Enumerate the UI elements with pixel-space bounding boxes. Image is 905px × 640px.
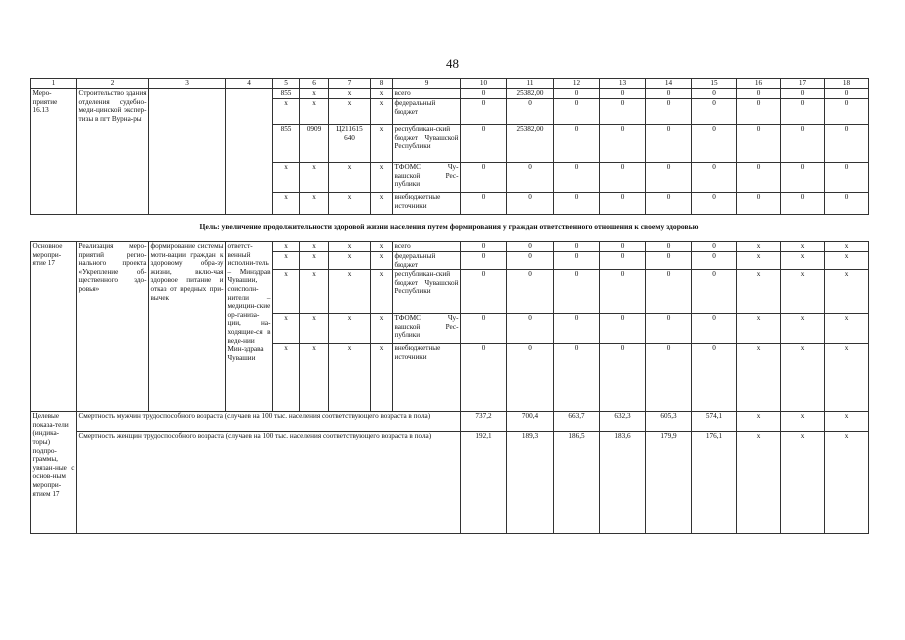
value-cell: 0 — [692, 89, 737, 99]
value-cell: 0 — [781, 163, 825, 193]
column-number: 7 — [329, 79, 371, 89]
value-cell: 0 — [781, 125, 825, 163]
section-code: x — [300, 242, 329, 252]
value-cell: 0 — [461, 125, 507, 163]
value-cell: x — [737, 314, 781, 344]
value-cell: x — [737, 242, 781, 252]
column-number: 15 — [692, 79, 737, 89]
value-cell: 0 — [554, 89, 600, 99]
value-cell: 0 — [692, 125, 737, 163]
indicator-value: x — [737, 412, 781, 432]
value-cell: 0 — [692, 344, 737, 412]
value-cell: 0 — [646, 125, 692, 163]
indicator-value: x — [825, 432, 869, 534]
responsible-executor: ответст-венный исполни-тель – Минздрав Чувашии, соисполн-нители – медицин-ские ор-ганиза-ции, на-ходящие-ся в веде-нии Мин-здрава Чувашии — [226, 242, 273, 412]
target-code: Ц211615 640 — [329, 125, 371, 163]
funding-source: внебюджетные источники — [393, 344, 461, 412]
indicator-name: Смертность женщин трудоспособного возраста (случаев на 100 тыс. населения соответствующего возраста в пола) — [77, 432, 461, 534]
value-cell: 0 — [825, 193, 869, 215]
value-cell: 0 — [646, 89, 692, 99]
value-cell: 0 — [461, 344, 507, 412]
indicator-value: 192,1 — [461, 432, 507, 534]
value-cell: 0 — [646, 344, 692, 412]
value-cell: 0 — [554, 125, 600, 163]
funding-source: республикан-ский бюджет Чувашской Республики — [393, 270, 461, 314]
value-cell: 0 — [825, 89, 869, 99]
section-code: x — [300, 270, 329, 314]
section-code: x — [300, 314, 329, 344]
value-cell: 0 — [507, 242, 554, 252]
indicator-name: Смертность мужчин трудоспособного возраста (случаев на 100 тыс. населения соответствующего возраста в пола) — [77, 412, 461, 432]
value-cell: 25382,00 — [507, 89, 554, 99]
value-cell: 0 — [461, 89, 507, 99]
value-cell: 0 — [461, 163, 507, 193]
column-number: 17 — [781, 79, 825, 89]
funding-source: республикан-ский бюджет Чувашской Республики — [393, 125, 461, 163]
value-cell: 0 — [646, 99, 692, 125]
grbs-code: 855 — [273, 125, 300, 163]
section-code: x — [300, 252, 329, 270]
value-cell: x — [737, 270, 781, 314]
value-cell: 0 — [781, 99, 825, 125]
activity-name: Реализация меро-приятий регио-нального проекта «Укрепление об-щественного здо-ровья» — [77, 242, 149, 412]
indicator-value: 632,3 — [600, 412, 646, 432]
indicator-value: 737,2 — [461, 412, 507, 432]
value-cell: 0 — [600, 163, 646, 193]
page-number: 48 — [446, 56, 459, 71]
value-cell: 0 — [507, 99, 554, 125]
value-cell: x — [737, 344, 781, 412]
value-cell: x — [737, 252, 781, 270]
funding-source: внебюджетные источники — [393, 193, 461, 215]
column-number: 9 — [393, 79, 461, 89]
value-cell: 0 — [825, 125, 869, 163]
grbs-code: x — [273, 314, 300, 344]
section-code: x — [300, 99, 329, 125]
target-code: x — [329, 252, 371, 270]
value-cell: 0 — [646, 252, 692, 270]
value-cell: 0 — [507, 344, 554, 412]
grbs-code: x — [273, 252, 300, 270]
grbs-code: x — [273, 99, 300, 125]
indicator-value: x — [825, 412, 869, 432]
value-cell: x — [825, 252, 869, 270]
value-cell: 0 — [507, 193, 554, 215]
value-cell: 0 — [461, 270, 507, 314]
indicator-row — [31, 412, 869, 432]
funding-source: ТФОМС Чу-вашской Рес-публики — [393, 314, 461, 344]
activity-label: Меро-приятие 16.13 — [31, 89, 77, 215]
responsible-cell — [149, 89, 226, 215]
indicator-value: 186,5 — [554, 432, 600, 534]
value-cell: 0 — [825, 99, 869, 125]
indicator-value: x — [781, 412, 825, 432]
section-code: x — [300, 89, 329, 99]
value-cell: 0 — [461, 252, 507, 270]
value-cell: 0 — [600, 314, 646, 344]
expense-type: x — [371, 89, 393, 99]
value-cell: x — [825, 242, 869, 252]
indicator-value: 663,7 — [554, 412, 600, 432]
value-cell: 0 — [737, 125, 781, 163]
value-cell: 0 — [646, 242, 692, 252]
value-cell: 0 — [781, 89, 825, 99]
value-cell: 0 — [600, 252, 646, 270]
value-cell: 0 — [507, 163, 554, 193]
value-cell: 0 — [737, 193, 781, 215]
value-cell: 0 — [737, 99, 781, 125]
indicator-value: 176,1 — [692, 432, 737, 534]
value-cell: 0 — [461, 99, 507, 125]
budget-table-activity-16-13 — [30, 78, 869, 215]
column-number: 10 — [461, 79, 507, 89]
target-code: x — [329, 193, 371, 215]
indicator-value: x — [781, 432, 825, 534]
funding-source: ТФОМС Чу-вашской Рес-публики — [393, 163, 461, 193]
grbs-code: 855 — [273, 89, 300, 99]
grbs-code: x — [273, 344, 300, 412]
value-cell: 0 — [554, 99, 600, 125]
value-cell: x — [825, 344, 869, 412]
value-cell: 0 — [692, 163, 737, 193]
value-cell: 0 — [825, 163, 869, 193]
activity-description: формирование системы моти-вации граждан к здоровому обра-зу жизни, вклю-чая здоровое питание и отказ от вредных при-вычек — [149, 242, 226, 412]
value-cell: 0 — [692, 314, 737, 344]
value-cell: 0 — [646, 270, 692, 314]
value-cell: 0 — [646, 163, 692, 193]
value-cell: 0 — [554, 193, 600, 215]
grbs-code: x — [273, 270, 300, 314]
target-code: x — [329, 270, 371, 314]
expense-type: x — [371, 163, 393, 193]
value-cell: 0 — [646, 193, 692, 215]
target-code: x — [329, 242, 371, 252]
value-cell: 0 — [600, 193, 646, 215]
value-cell: 0 — [554, 270, 600, 314]
column-number: 18 — [825, 79, 869, 89]
expense-type: x — [371, 270, 393, 314]
value-cell: 25382,00 — [507, 125, 554, 163]
value-cell: 0 — [507, 252, 554, 270]
funding-source: федеральный бюджет — [393, 99, 461, 125]
value-cell: 0 — [554, 314, 600, 344]
table-row — [31, 242, 869, 252]
column-number: 16 — [737, 79, 781, 89]
value-cell: 0 — [600, 344, 646, 412]
value-cell: 0 — [737, 163, 781, 193]
value-cell: 0 — [461, 314, 507, 344]
value-cell: 0 — [461, 242, 507, 252]
column-number: 5 — [273, 79, 300, 89]
value-cell: 0 — [461, 193, 507, 215]
column-number: 12 — [554, 79, 600, 89]
value-cell: x — [825, 270, 869, 314]
budget-table-activity-17 — [30, 241, 869, 534]
value-cell: 0 — [600, 89, 646, 99]
target-code: x — [329, 344, 371, 412]
grbs-code: x — [273, 163, 300, 193]
target-code: x — [329, 99, 371, 125]
expense-type: x — [371, 193, 393, 215]
expense-type: x — [371, 252, 393, 270]
funding-source: федеральный бюджет — [393, 252, 461, 270]
indicator-value: 605,3 — [646, 412, 692, 432]
value-cell: 0 — [600, 125, 646, 163]
value-cell: 0 — [600, 270, 646, 314]
expense-type: x — [371, 242, 393, 252]
value-cell: x — [781, 344, 825, 412]
value-cell: 0 — [692, 242, 737, 252]
column-number: 11 — [507, 79, 554, 89]
value-cell: 0 — [554, 163, 600, 193]
grbs-code: x — [273, 193, 300, 215]
indicator-value: 700,4 — [507, 412, 554, 432]
activity-name: Строительство здания отделения судебно-меди-цинской экспер-тизы в пгт Вурна-ры — [77, 89, 149, 215]
value-cell: 0 — [554, 344, 600, 412]
goal-heading: Цель: увеличение продолжительности здоровой жизни населения путем формирования у граждан ответственного отношения к своему здоровью — [199, 222, 699, 231]
value-cell: x — [781, 242, 825, 252]
expense-type: x — [371, 314, 393, 344]
section-code: 0909 — [300, 125, 329, 163]
value-cell: 0 — [507, 270, 554, 314]
value-cell: x — [825, 314, 869, 344]
value-cell: 0 — [646, 314, 692, 344]
value-cell: 0 — [600, 242, 646, 252]
indicator-value: 574,1 — [692, 412, 737, 432]
expense-type: x — [371, 99, 393, 125]
value-cell: 0 — [600, 99, 646, 125]
value-cell: x — [781, 314, 825, 344]
column-number: 6 — [300, 79, 329, 89]
indicator-value: 189,3 — [507, 432, 554, 534]
value-cell: 0 — [507, 314, 554, 344]
column-number: 14 — [646, 79, 692, 89]
value-cell: 0 — [737, 89, 781, 99]
column-number: 8 — [371, 79, 393, 89]
value-cell: x — [781, 270, 825, 314]
value-cell: 0 — [692, 252, 737, 270]
indicator-row — [31, 432, 869, 534]
column-number: 3 — [149, 79, 226, 89]
target-code: x — [329, 163, 371, 193]
grbs-code: x — [273, 242, 300, 252]
value-cell: 0 — [692, 99, 737, 125]
column-number: 13 — [600, 79, 646, 89]
indicator-value: 179,9 — [646, 432, 692, 534]
section-code: x — [300, 193, 329, 215]
value-cell: 0 — [554, 252, 600, 270]
value-cell: 0 — [692, 193, 737, 215]
value-cell: 0 — [554, 242, 600, 252]
funding-source: всего — [393, 89, 461, 99]
table-row — [31, 89, 869, 99]
expense-type: x — [371, 344, 393, 412]
funding-source: всего — [393, 242, 461, 252]
indicator-value: x — [737, 432, 781, 534]
value-cell: 0 — [692, 270, 737, 314]
section-code: x — [300, 163, 329, 193]
section-code: x — [300, 344, 329, 412]
column-number: 1 — [31, 79, 77, 89]
value-cell: 0 — [781, 193, 825, 215]
target-code: x — [329, 314, 371, 344]
expense-type: x — [371, 125, 393, 163]
column-number: 2 — [77, 79, 149, 89]
value-cell: x — [781, 252, 825, 270]
target-code: x — [329, 89, 371, 99]
executor-cell — [226, 89, 273, 215]
column-number-row — [31, 79, 869, 89]
indicator-value: 183,6 — [600, 432, 646, 534]
activity-label: Основное меропри-ятие 17 — [31, 242, 77, 412]
indicators-label: Целевые показа-тели (индика-торы) подпро-граммы, увязан-ные с основ-ным меропри-ятием 17 — [31, 412, 77, 534]
column-number: 4 — [226, 79, 273, 89]
